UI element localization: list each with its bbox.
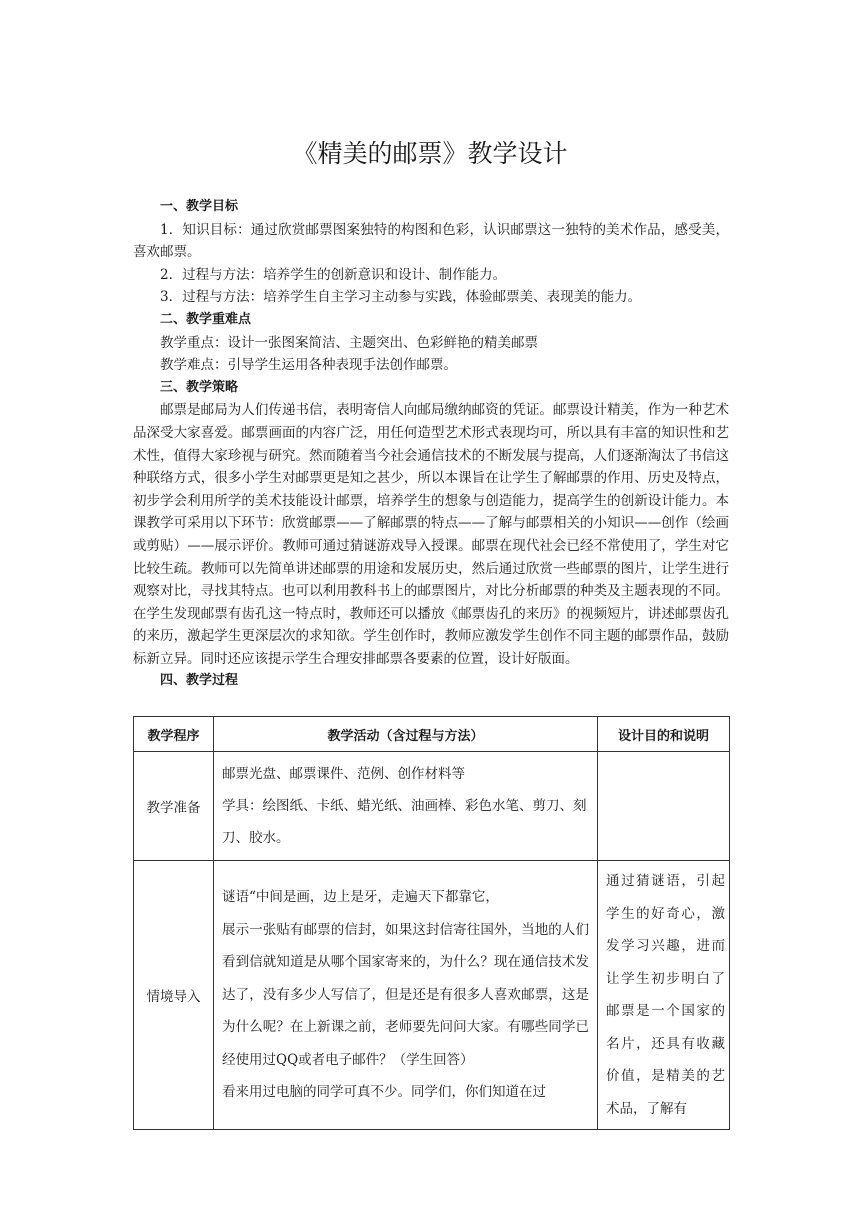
- activity-cell: [214, 861, 598, 1130]
- strategy-paragraph: 邮票是邮局为人们传递书信，表明寄信人向邮局缴纳邮资的凭证。邮票设计精美，作为一种艺术品深受大家喜爱。邮票画面的内容广泛，用任何造型艺术形式表现均可，所以具有丰富的知识性和艺术性，值得大家珍视与研究。然而随着当今社会通信技术的不断发展与提高，人们逐渐淘汰了书信这种联络方式，很多小学生对邮票更是知之甚少，所以本课旨在让学生了解邮票的作用、历史及特点，初步学会利用所学的美术技能设计邮票，培养学生的想象与创造能力，提高学生的创新设计能力。本课教学可采用以下环节：欣赏邮票——了解邮票的特点——了解与邮票相关的小知识——创作（绘画或剪贴）——展示评价。教师可通过猜谜游戏导入授课。邮票在现代社会已经不常使用了，学生对它比较生疏。教师可以先简单讲述邮票的用途和发展历史，然后通过欣赏一些邮票的图片，让学生进行观察对比，寻找其特点。也可以利用教科书上的邮票图片，对比分析邮票的种类及主题表现的不同。在学生发现邮票有齿孔这一特点时，教师还可以播放《邮票齿孔的来历》的视频短片，讲述邮票齿孔的来历，激起学生更深层次的求知欲。学生创作时，教师应激发学生创作不同主题的邮票作品，鼓励标新立异。同时还应该提示学生合理安排邮票各要素的位置，设计好版面。: [133, 402, 729, 667]
- table-row: [134, 861, 730, 1130]
- key-point-item: 教学难点：引导学生运用各种表现手法创作邮票。: [160, 357, 457, 374]
- section-heading-process: 四、教学过程: [160, 673, 239, 689]
- objective-item: 1．知识目标：通过欣赏邮票图案独特的构图和色彩，认识邮票这一独特的美术作品，感受美，喜欢邮票。: [133, 221, 729, 261]
- table-row: [134, 752, 730, 861]
- activity-line: 谜语“中间是画，边上是牙，走遍天下都靠它，: [222, 889, 499, 906]
- document-title: 《精美的邮票》教学设计: [292, 139, 568, 168]
- section-heading-objectives: 一、教学目标: [160, 199, 239, 214]
- column-header: 设计目的和说明: [598, 717, 730, 752]
- activity-line: 学具：绘图纸、卡纸、蜡光纸、油画棒、彩色水笔、剪刀、刻刀、胶水。: [222, 798, 587, 846]
- document-body: [133, 196, 729, 693]
- key-point-item: 教学重点：设计一张图案简洁、主题突出、色彩鲜艳的精美邮票: [160, 334, 538, 351]
- column-header: 教学程序: [134, 717, 214, 752]
- section-heading-key-points: 二、教学重难点: [160, 311, 252, 327]
- note-cell: [598, 752, 730, 861]
- activity-line: 看来用过电脑的同学可真不少。同学们，你们知道在过: [222, 1084, 546, 1101]
- stage-cell: 教学准备: [134, 752, 214, 861]
- objective-item: 2．过程与方法：培养学生的创新意识和设计、制作能力。: [160, 266, 507, 283]
- objective-item: 3．过程与方法：培养学生自主学习主动参与实践，体验邮票美、表现美的能力。: [160, 289, 642, 306]
- activity-cell: [214, 752, 598, 861]
- table-header-row: [134, 717, 730, 752]
- stage-cell: 情境导入: [134, 861, 214, 1130]
- teaching-process-table: [133, 716, 730, 1130]
- column-header: 教学活动（含过程与方法）: [214, 717, 598, 752]
- activity-line: 展示一张贴有邮票的信封，如果这封信寄往国外，当地的人们看到信就知道是从哪个国家寄来的，为什么？现在通信技术发达了，没有多少人写信了，但是还是有很多人喜欢邮票，这是为什么呢？在上新课之前，老师要先问问大家。有哪些同学已经使用过QQ或者电子邮件？（学生回答）: [222, 921, 589, 1068]
- section-heading-strategy: 三、教学策略: [160, 379, 239, 395]
- note-cell: 通过猜谜语，引起学生的好奇心，激发学习兴趣，进而让学生初步明白了邮票是一个国家的名片，还具有收藏价值，是精美的艺术品，了解有: [598, 861, 730, 1130]
- activity-line: 邮票光盘、邮票课件、范例、创作材料等: [222, 766, 465, 782]
